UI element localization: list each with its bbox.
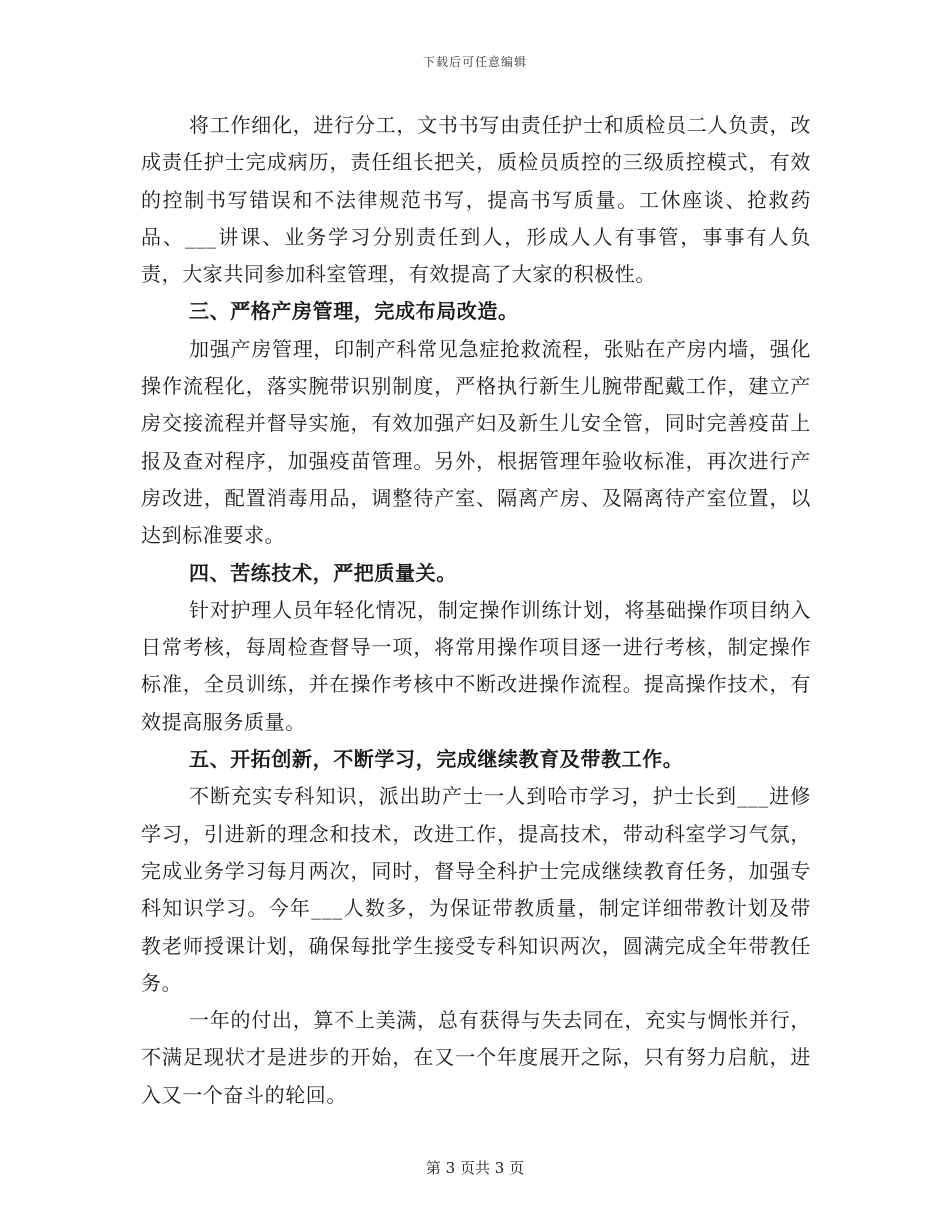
document-body <box>141 107 811 1114</box>
paragraph-education: 不断充实专科知识，派出助产士一人到哈市学习，护士长到___进修学习，引进新的理念和技术，改进工作，提高技术，带动科室学习气氛，完成业务学习每月两次，同时，督导全科护士完成继续教育任务，加强专科知识学习。今年___人数多，为保证带教质量，制定详细带教计划及带教老师授课计划，确保每批学生接受专科知识两次，圆满完成全年带教任务。 <box>141 784 811 995</box>
page-footer: 第 3 页共 3 页 <box>425 1159 525 1177</box>
page-header: 下载后可任意编辑 <box>422 55 527 69</box>
paragraph-conclusion: 一年的付出，算不上美满，总有获得与失去同在，充实与惆怅并行，不满足现状才是进步的开始，在又一个年度展开之际，只有努力启航，进入又一个奋斗的轮回。 <box>141 1008 811 1107</box>
section-heading-skills: 四、苦练技术，严把质量关。 <box>189 560 457 585</box>
section-heading-education: 五、开拓创新，不断学习，完成继续教育及带教工作。 <box>189 747 684 772</box>
section-heading-delivery-room: 三、严格产房管理，完成布局改造。 <box>189 299 519 324</box>
paragraph-delivery-room: 加强产房管理，印制产科常见急症抢救流程，张贴在产房内墙，强化操作流程化，落实腕带识别制度，严格执行新生儿腕带配戴工作，建立产房交接流程并督导实施，有效加强产妇及新生儿安全管，同时完善疫苗上报及查对程序，加强疫苗管理。另外，根据管理年验收标准，再次进行产房改进，配置消毒用品，调整待产室、隔离产房、及隔离待产室位置，以达到标准要求。 <box>141 336 811 548</box>
paragraph-skills: 针对护理人员年轻化情况，制定操作训练计划，将基础操作项目纳入日常考核，每周检查督导一项，将常用操作项目逐一进行考核，制定操作标准，全员训练，并在操作考核中不断改进操作流程。提高操作技术，有效提高服务质量。 <box>141 597 811 734</box>
paragraph-work-division: 将工作细化，进行分工，文书书写由责任护士和质检员二人负责，改成责任护士完成病历，责任组长把关，质检员质控的三级质控模式，有效的控制书写错误和不法律规范书写，提高书写质量。工休座谈、抢救药品、___讲课、业务学习分别责任到人，形成人人有事管，事事有人负责，大家共同参加科室管理，有效提高了大家的积极性。 <box>141 113 811 287</box>
